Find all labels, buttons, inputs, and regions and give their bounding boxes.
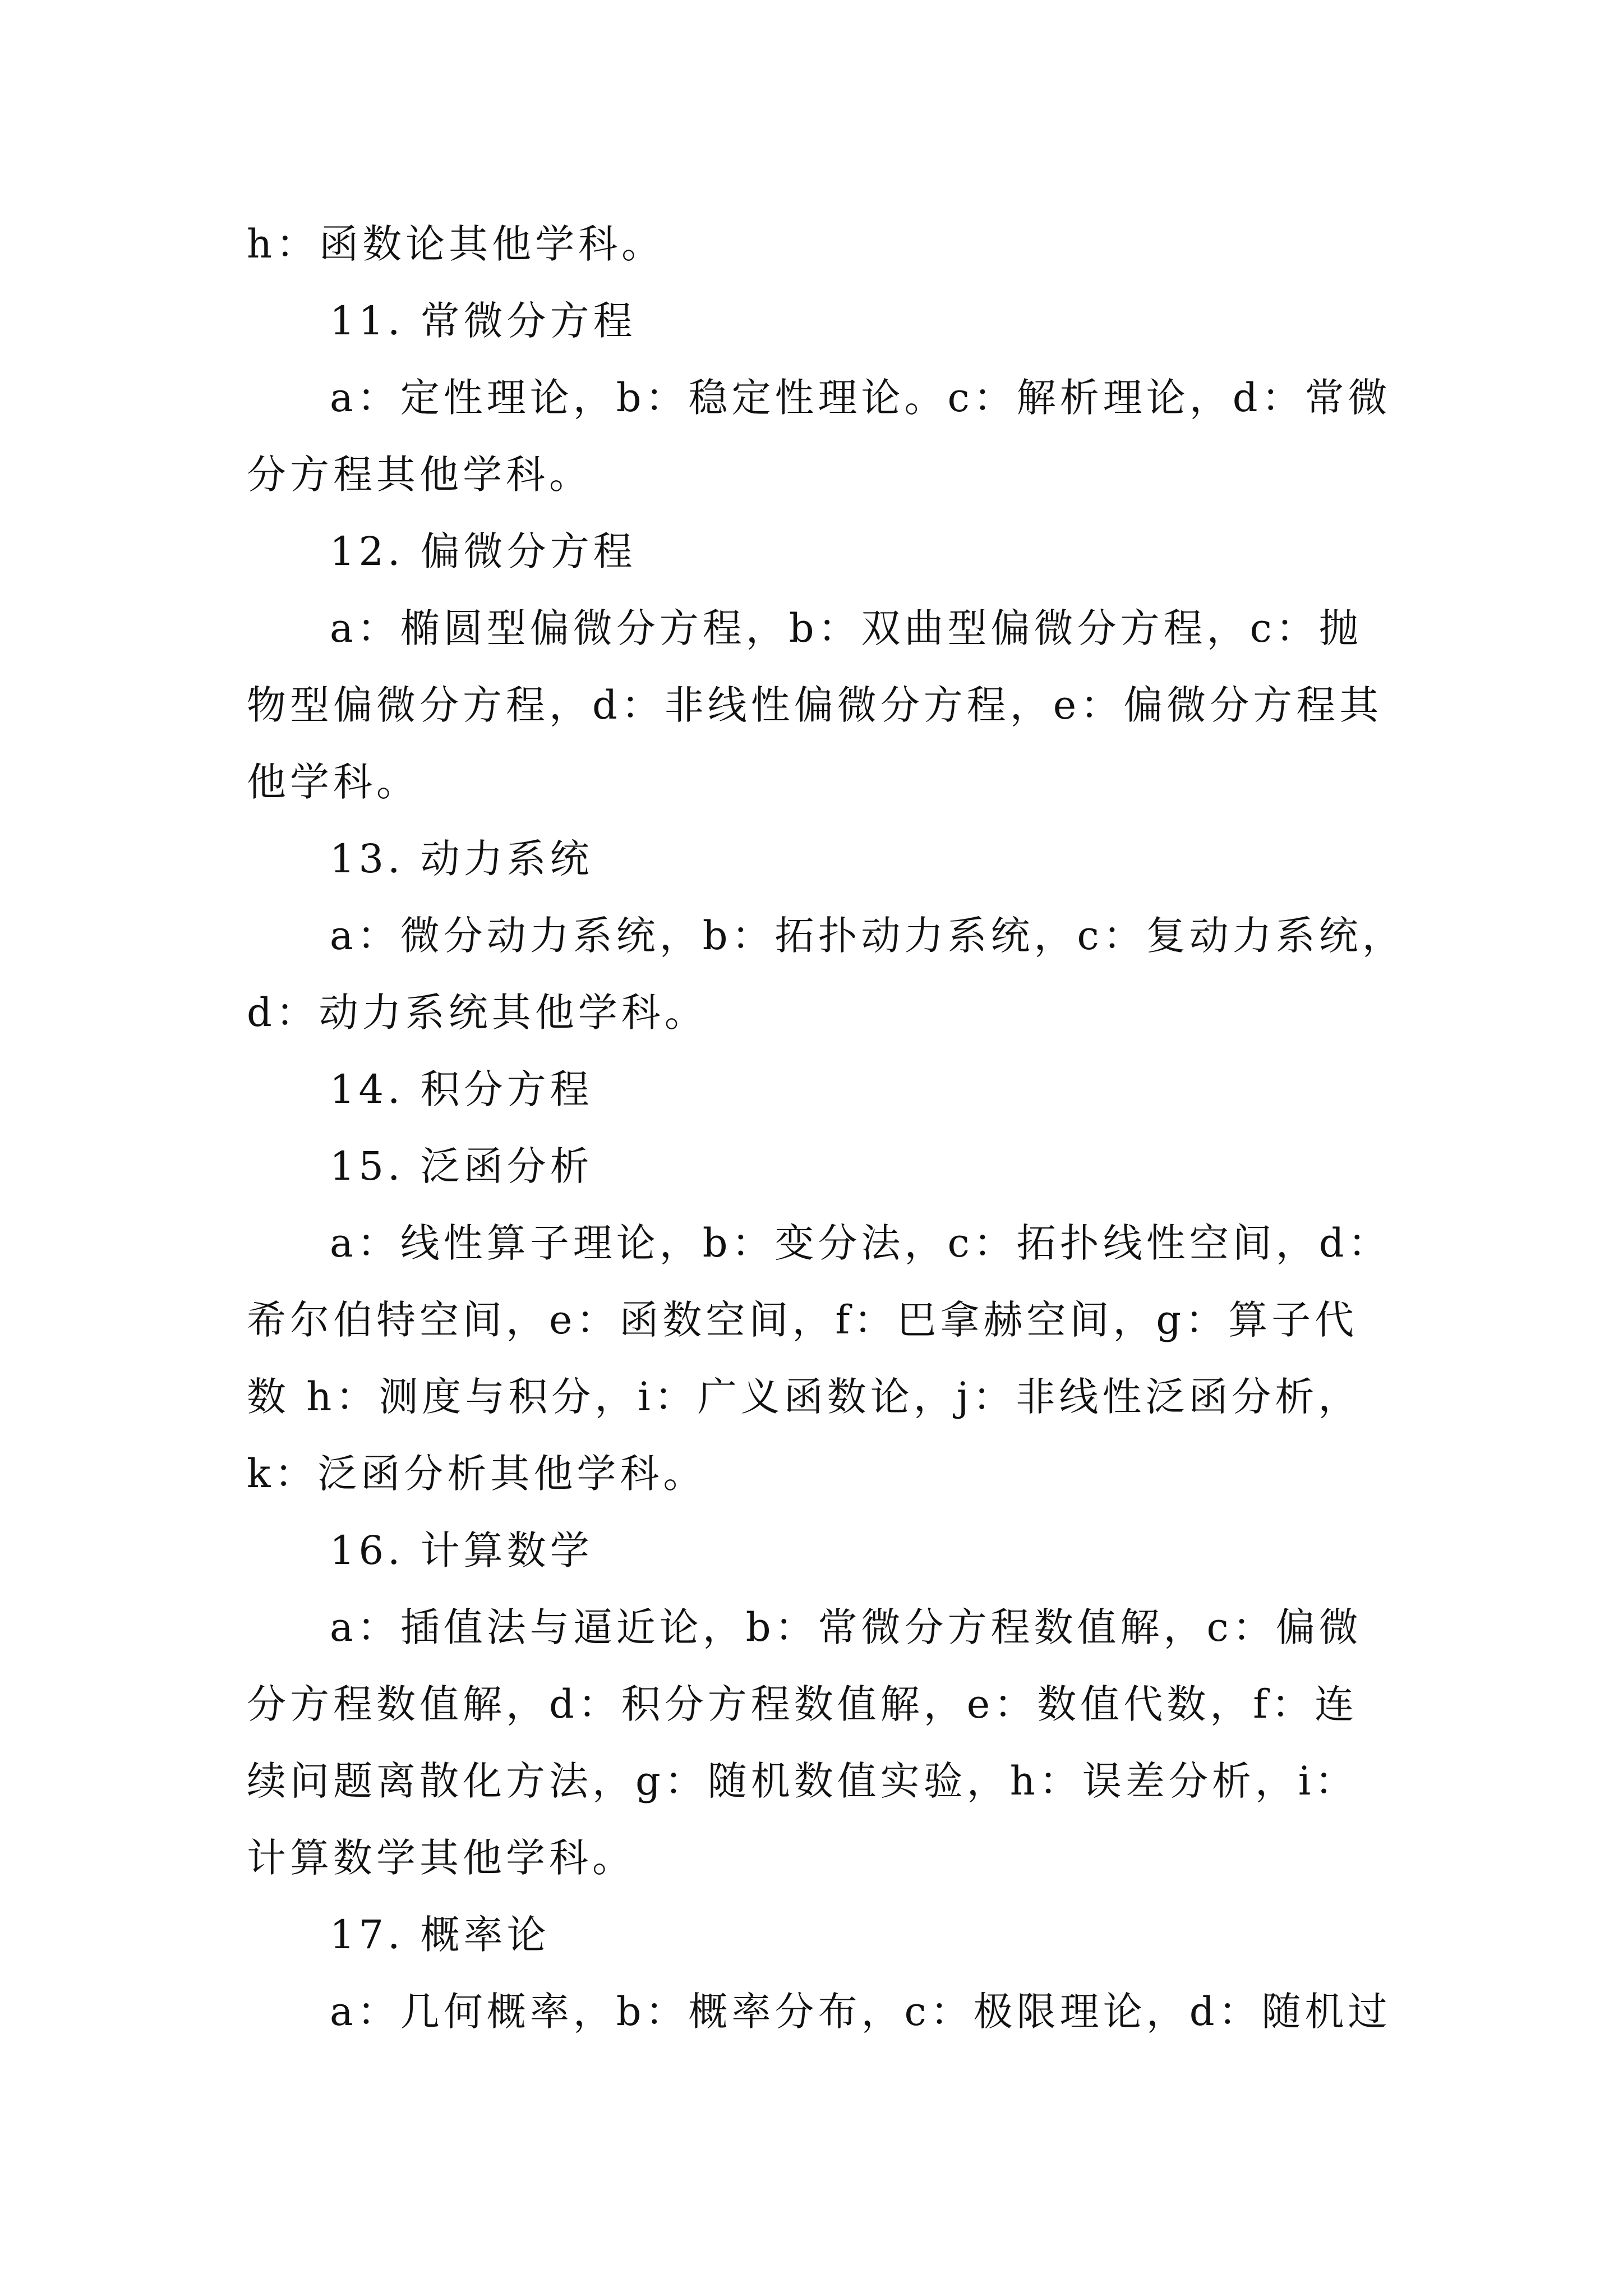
text-line: 计算数学其他学科。 — [247, 1835, 635, 1881]
text-line: k：泛函分析其他学科。 — [247, 1451, 707, 1497]
section-heading: 12. 偏微分方程 — [330, 528, 637, 574]
text-line: 分方程其他学科。 — [247, 452, 592, 498]
text-line: a：线性算子理论，b：变分法，c：拓扑线性空间，d： — [330, 1220, 1391, 1266]
text-line: a：几何概率，b：概率分布，c：极限理论，d：随机过 — [330, 1989, 1391, 2035]
text-line: 物型偏微分方程，d：非线性偏微分方程，e：偏微分方程其 — [247, 682, 1383, 728]
text-line: 分方程数值解，d：积分方程数值解，e：数值代数，f：连 — [247, 1681, 1358, 1727]
text-line: 续问题离散化方法，g：随机数值实验，h：误差分析，i： — [247, 1758, 1358, 1804]
text-line: 数 h：测度与积分，i：广义函数论，j：非线性泛函分析， — [247, 1374, 1362, 1420]
text-line: 希尔伯特空间，e：函数空间，f：巴拿赫空间，g：算子代 — [247, 1297, 1358, 1343]
section-heading: 15. 泛函分析 — [330, 1143, 593, 1189]
text-line: a：定性理论，b：稳定性理论。c：解析理论，d：常微 — [330, 375, 1391, 421]
text-line: d：动力系统其他学科。 — [247, 990, 708, 1036]
section-heading: 13. 动力系统 — [330, 836, 593, 882]
text-line: a：插值法与逼近论，b：常微分方程数值解，c：偏微 — [330, 1604, 1362, 1650]
section-heading: 16. 计算数学 — [330, 1527, 593, 1573]
section-heading: 17. 概率论 — [330, 1912, 550, 1958]
section-heading: 11. 常微分方程 — [330, 298, 637, 344]
text-line: h：函数论其他学科。 — [247, 221, 665, 267]
section-heading: 14. 积分方程 — [330, 1066, 593, 1112]
text-line: a：椭圆型偏微分方程，b：双曲型偏微分方程，c：抛 — [330, 605, 1362, 651]
text-line: a：微分动力系统，b：拓扑动力系统，c：复动力系统， — [330, 913, 1405, 959]
text-line: 他学科。 — [247, 759, 419, 805]
